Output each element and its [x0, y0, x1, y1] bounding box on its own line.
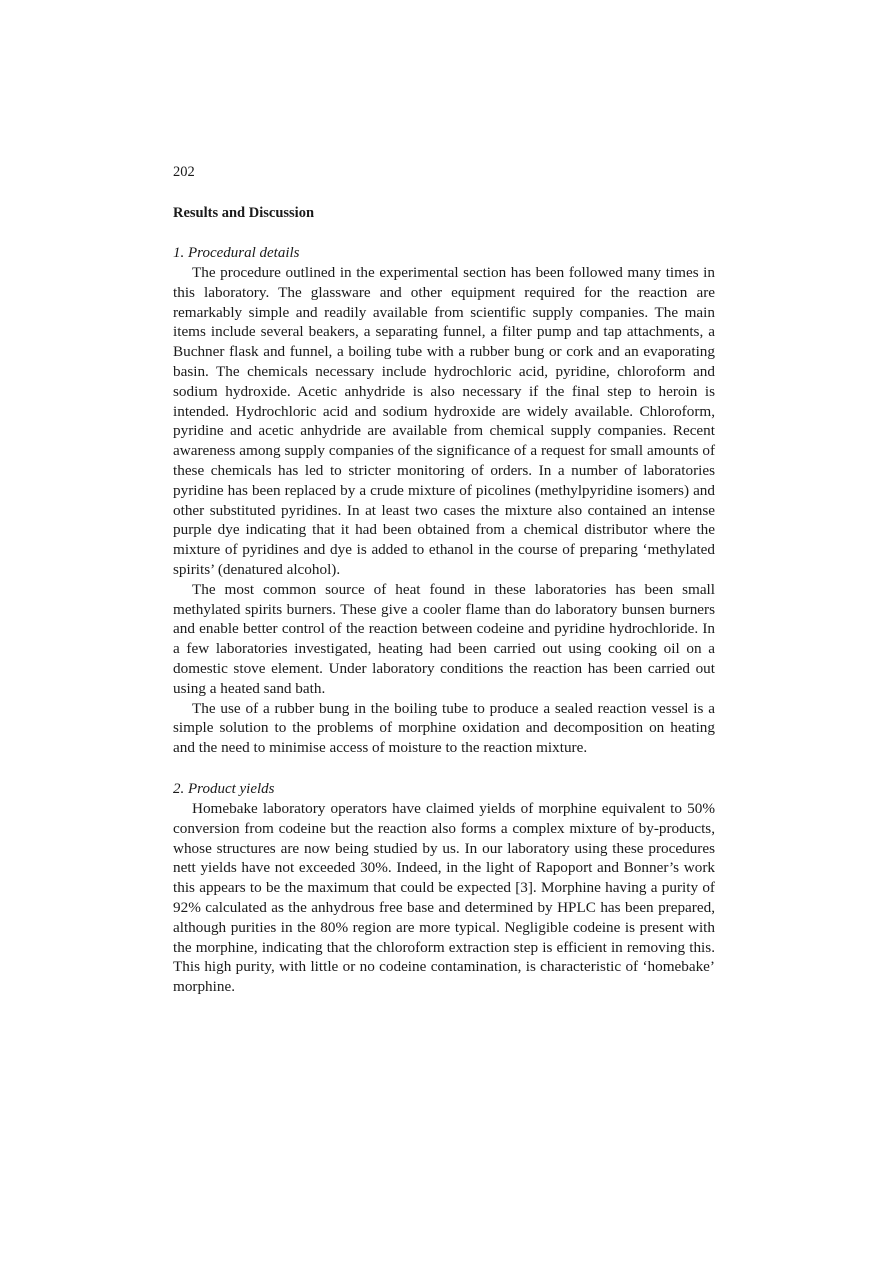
section-title: Results and Discussion: [173, 205, 315, 221]
section-gap: [173, 758, 715, 779]
paragraph: The procedure outlined in the experimental section has been followed many times in this laboratory. The glassware and other equipment required for the reaction are remarkably simple and readily available from scientific supply companies. The main items include several beakers, a separating funnel, a filter pump and tap attachments, a Buchner flask and funnel, a boiling tube with a rubber bung or cork and an evaporating basin. The chemicals necessary include hydrochloric acid, pyridine, chloroform and sodium hydroxide. Acetic anhydride is also necessary if the final step to heroin is intended. Hydrochloric acid and sodium hydroxide are widely available. Chloroform, pyridine and acetic anhydride are available from chemical supply companies. Recent awareness among supply companies of the significance of a request for small amounts of these chemicals has led to stricter monitoring of orders. In a number of laboratories pyridine has been replaced by a crude mixture of picolines (methylpyridine isomers) and other substituted pyridines. In at least two cases the mixture also contained an intense purple dye indicating that it had been obtained from a chemical distributor where the mixture of pyridines and dye is added to ethanol in the course of preparing ‘methylated spirits’ (denatured alcohol).: [173, 264, 715, 578]
subsection-product-yields: [173, 779, 715, 997]
subsection-heading: 2. Product yields: [173, 780, 275, 797]
subsection-heading: 1. Procedural details: [173, 245, 300, 261]
paragraph: Homebake laboratory operators have claimed yields of morphine equivalent to 50% conversion from codeine but the reaction also forms a complex mixture of by-products, whose structures are now being studied by us. In our laboratory using these procedures nett yields have not exceeded 30%. Indeed, in the light of Rapoport and Bonner’s work this appears to be the maximum that could be expected [3]. Morphine having a purity of 92% calculated as the anhydrous free base and determined by HPLC has been prepared, although purities in the 80% region are more typical. Negligible codeine is present with the morphine, indicating that the chloroform extraction step is efficient in removing this. This high purity, with little or no codeine contamination, is characteristic of ‘homebake’ morphine.: [173, 799, 715, 996]
subsection-procedural-details: [173, 243, 715, 758]
paragraph: The use of a rubber bung in the boiling tube to produce a sealed reaction vessel is a simple solution to the problems of morphine oxidation and decomposition on heating and the need to minimise access of moisture to the reaction mixture.: [173, 699, 715, 757]
document-page: [173, 162, 715, 997]
page-number: 202: [173, 164, 195, 180]
paragraph: The most common source of heat found in these laboratories has been small methylated spirits burners. These give a cooler flame than do laboratory bunsen burners and enable better control of the reaction between codeine and pyridine hydrochloride. In a few laboratories investigated, heating had been carried out using cooking oil on a domestic stove element. Under laboratory conditions the reaction has been carried out using a heated sand bath.: [173, 580, 715, 697]
